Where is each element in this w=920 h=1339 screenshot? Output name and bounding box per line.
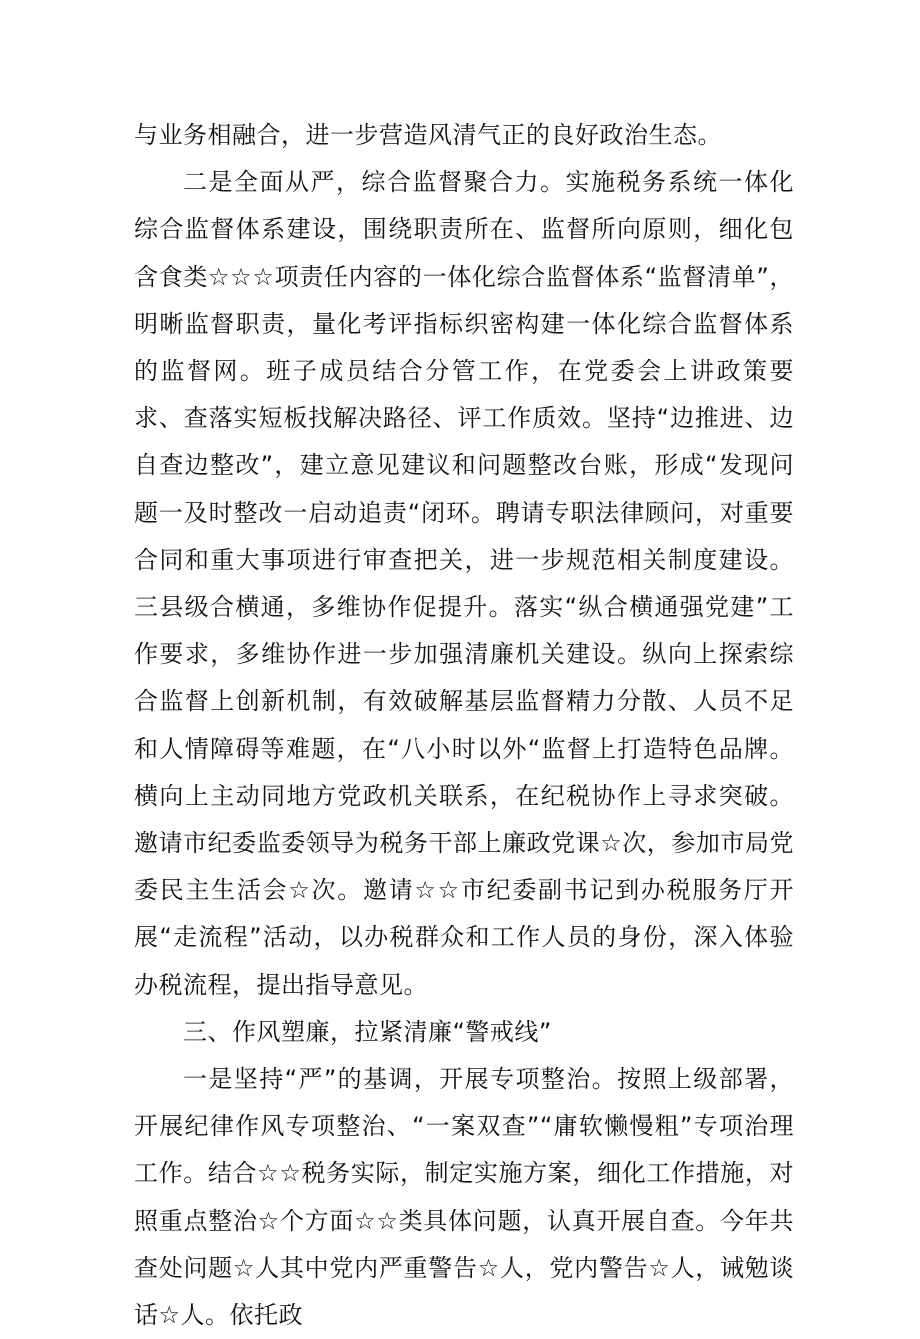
paragraph-1: 与业务相融合，进一步营造风清气正的良好政治生态。	[134, 121, 722, 149]
document-body	[134, 112, 794, 1339]
paragraph-2: 二是全面从严，综合监督聚合力。实施税务系统一体化综合监督体系建设，围绕职责所在、监督所向原则，细化包含食类☆☆☆项责任内容的一体化综合监督体系“监督清单”，明晰监督职责，量化考评指标织密构建一体化综合监督体系的监督网。班子成员结合分管工作，在党委会上讲政策要求、查落实短板找解决路径、评工作质效。坚持“边推进、边自查边整改”，建立意见建议和问题整改台账，形成“发现问题一及时整改一启动追责“闭环。聘请专职法律顾问，对重要合同和重大事项进行审查把关，进一步规范相关制度建设。三县级合横通，多维协作促提升。落实“纵合横通强党建”工作要求，多维协作进一步加强清廉机关建设。纵向上探索综合监督上创新机制，有效破解基层监督精力分散、人员不足和人情障碍等难题，在“八小时以外“监督上打造特色品牌。横向上主动同地方党政机关联系，在纪税协作上寻求突破。邀请市纪委监委领导为税务干部上廉政党课☆次，参加市局党委民主生活会☆次。邀请☆☆市纪委副书记到办税服务厅开展“走流程”活动，以办税群众和工作人员的身份，深入体验办税流程，提出指导意见。	[134, 168, 794, 999]
section-heading: 三、作风塑廉，拉紧清廉“警戒线”	[183, 1017, 552, 1046]
paragraph-4: 一是坚持“严”的基调，开展专项整治。按照上级部署，开展纪律作风专项整治、“一案双查”“庸软懒慢粗”专项治理工作。结合☆☆税务实际，制定实施方案，细化工作措施，对照重点整治☆个方面☆☆类具体问题，认真开展自查。今年共查处问题☆人其中党内严重警告☆人，党内警告☆人，诫勉谈话☆人。依托政	[134, 1065, 794, 1330]
